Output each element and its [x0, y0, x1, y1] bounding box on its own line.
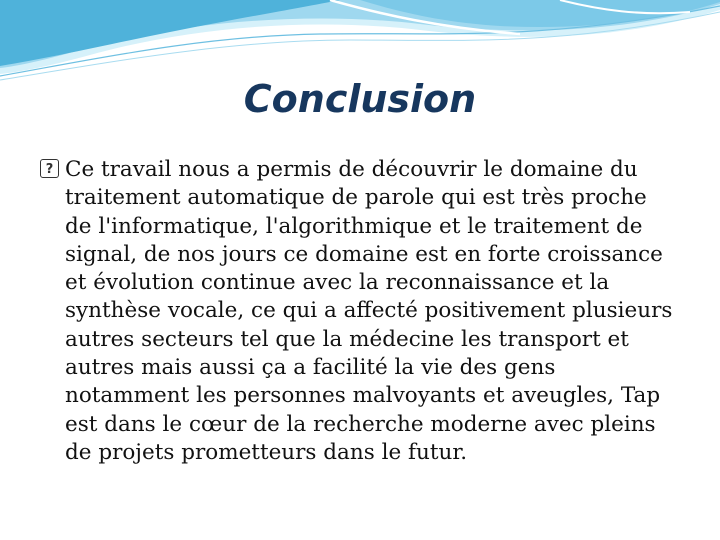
bullet-list-item — [40, 156, 680, 467]
body-text: Ce travail nous a permis de découvrir le domaine du traitement automatique de parole qui est très proche de l'informatique, l'algorithmique et le traitement de signal, de nos jours ce domaine est en forte croissance et évolution continue avec la reconnaissance et la synthèse vocale, ce qui a affecté positivement plusieurs autres secteurs tel que la médecine les transport et autres mais aussi ça a facilité la vie des gens notamment les personnes malvoyants et aveugles, Tap est dans le cœur de la recherche moderne avec pleins de projets prometteurs dans le futur. — [65, 157, 673, 465]
slide-title: Conclusion — [243, 77, 477, 121]
missing-glyph-box-icon: ? — [40, 159, 59, 178]
